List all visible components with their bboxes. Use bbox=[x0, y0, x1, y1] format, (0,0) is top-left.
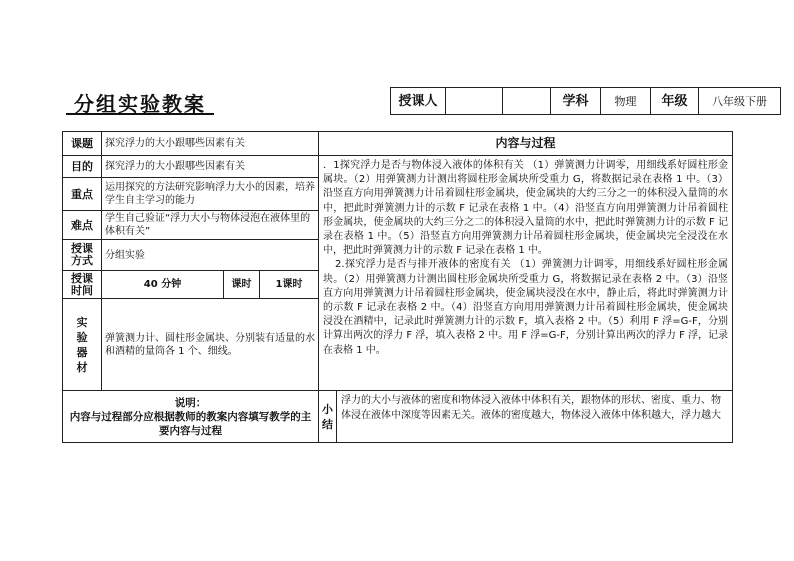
difficulty-label: 难点 bbox=[63, 211, 102, 240]
goal-label: 目的 bbox=[63, 156, 102, 178]
time-value: 40 分钟 bbox=[102, 271, 224, 299]
content-process bbox=[319, 156, 733, 391]
difficulty-value: 学生自己验证“浮力大小与物体浸泡在液体里的体积有关” bbox=[102, 211, 319, 240]
topic-value: 探究浮力的大小跟哪些因素有关 bbox=[102, 132, 319, 156]
lesson-plan-table bbox=[62, 131, 733, 443]
content-paragraph-1: ．1探究浮力是否与物体浸入液体的体积有关 （1）弹簧测力计调零，用细线系好圆柱形金属块。（2）用弹簧测力计测出将圆柱形金属块所受重力 G，将数据记录在表格 1 中。（3）沿竖直方向用弹簧测力计吊着圆柱形金属块，使金属块的大约三分之一的体积浸入量筒的水中，把此时弹簧测力计的示数 F 记录在表格 1 中。（4）沿竖直方向用弹簧测力计吊着圆柱形金属块，使金属块的大约三分之二的体积浸入量筒的水中，把此时弹簧测力计的示数 F 记录在表格 1 中。（5）沿竖直方向用弹簧测力计吊着圆柱形金属块，使金属块完全浸没在水中，把此时弹簧测力计的示数 F 记录在表格 1 中。 bbox=[323, 160, 729, 257]
header-table bbox=[390, 87, 781, 115]
topic-label: 课题 bbox=[63, 132, 102, 156]
summary-label: 小结 bbox=[319, 391, 337, 443]
equipment-label-text: 实 验 器 材 bbox=[76, 315, 88, 374]
document-title: 分组实验教案 bbox=[74, 92, 206, 116]
subject-label: 学科 bbox=[551, 88, 601, 115]
key-point-label: 重点 bbox=[63, 178, 102, 211]
key-point-value: 运用探究的方法研究影响浮力大小的因素，培养学生自主学习的能力 bbox=[102, 178, 319, 211]
title-underline bbox=[66, 113, 214, 115]
teacher-value bbox=[446, 88, 503, 115]
method-value: 分组实验 bbox=[102, 240, 319, 271]
method-label: 授课方式 bbox=[63, 240, 102, 271]
time-label: 授课时间 bbox=[63, 271, 102, 299]
period-label: 课时 bbox=[224, 271, 260, 299]
subject-value: 物理 bbox=[601, 88, 651, 115]
equipment-value: 弹簧测力计、圆柱形金属块、分别装有适量的水和酒精的量筒各 1 个、细线。 bbox=[102, 299, 319, 391]
note-text: 内容与过程部分应根据教师的教案内容填写教学的主要内容与过程 bbox=[69, 410, 312, 437]
note-title: 说明： bbox=[174, 396, 207, 409]
summary-text: 浮力的大小与液体的密度和物体浸入液体中体积有关，跟物体的形状、密度、重力、物体浸在液体中深度等因素无关。液体的密度越大，物体浸入液体中体积越大，浮力越大 bbox=[337, 391, 733, 443]
goal-value: 探究浮力的大小跟哪些因素有关 bbox=[102, 156, 319, 178]
grade-label: 年级 bbox=[651, 88, 699, 115]
content-paragraph-2: 2.探究浮力是否与排开液体的密度有关 （1）弹簧测力计调零，用细线系好圆柱形金属块。（2）用弹簧测力计测出圆柱形金属块所受重力 G，将数据记录在表格 2 中。（3）沿竖直方向用弹簧测力计吊着圆柱形金属块，使金属块浸没在水中，静止后，将此时弹簧测力计的示数 F 记录在表格 2 中。（4）沿竖直方向用用弹簧测力计吊着圆柱形金属块，使金属块浸没在酒精中，记录此时弹簧测力计的示数 F，填入表格 2 中。（5）利用 F 浮=G-F，分别计算出两次的浮力 F 浮，填入表格 2 中。用 F 浮=G-F，分别计算出两次的浮力 F 浮，记录在表格 1 中。 bbox=[323, 259, 729, 356]
content-header: 内容与过程 bbox=[319, 132, 733, 156]
note-cell bbox=[63, 391, 319, 443]
teacher-label: 授课人 bbox=[391, 88, 446, 115]
header-blank-cell bbox=[503, 88, 551, 115]
equipment-label bbox=[63, 299, 102, 391]
grade-value: 八年级下册 bbox=[699, 88, 781, 115]
period-value: 1课时 bbox=[260, 271, 319, 299]
